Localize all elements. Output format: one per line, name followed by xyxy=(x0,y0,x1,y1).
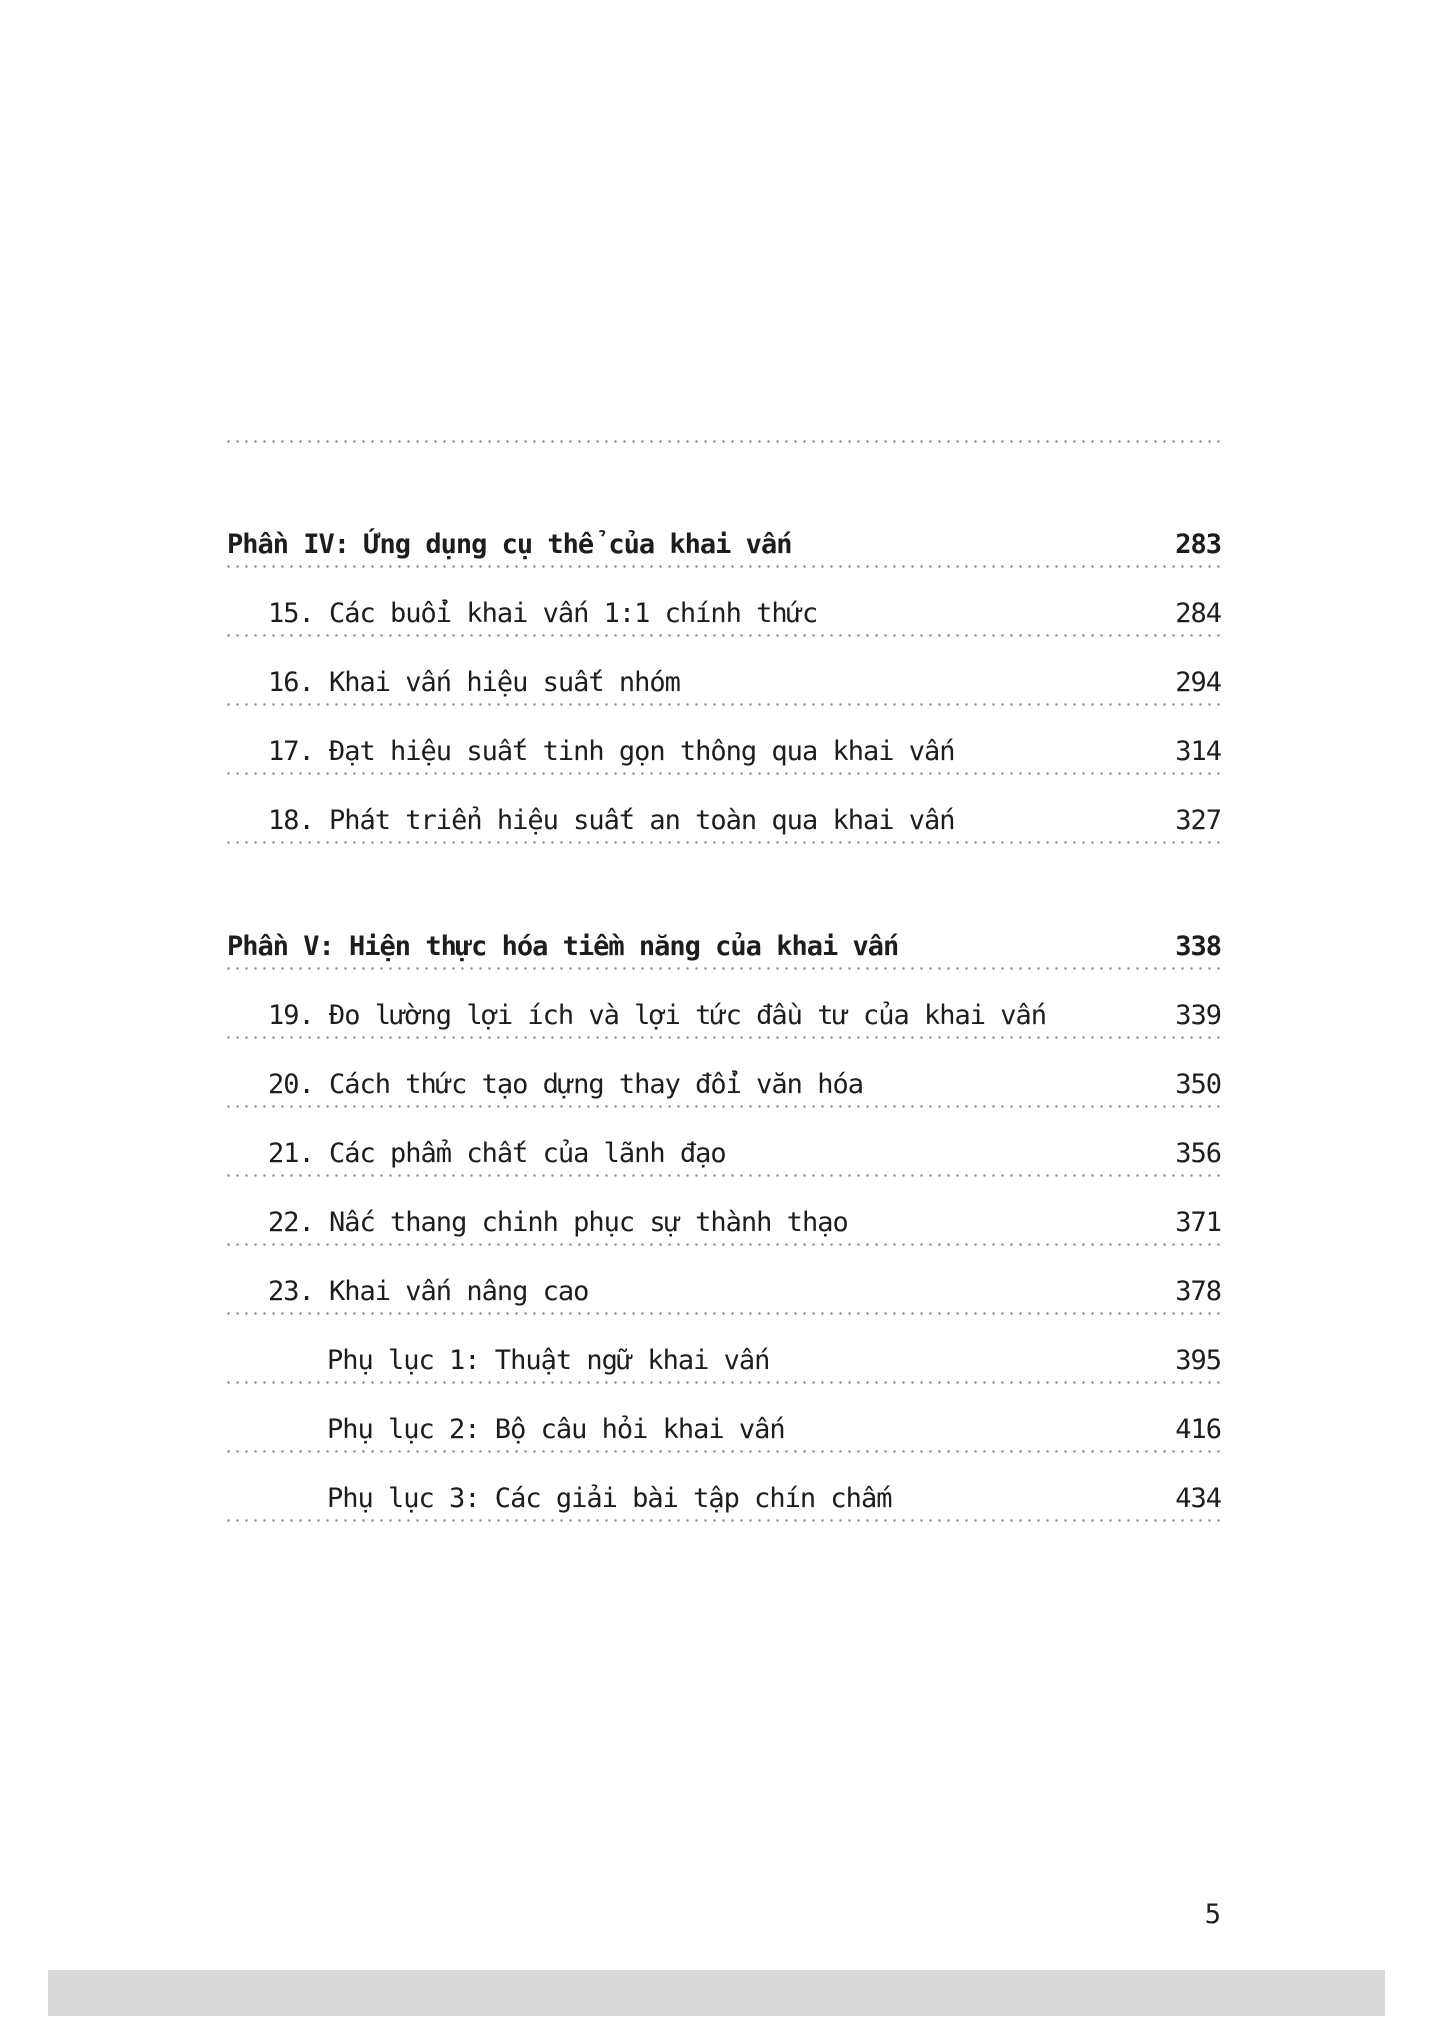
toc-entry-page: 314 xyxy=(1175,736,1221,767)
table-of-contents xyxy=(227,442,1221,1522)
toc-entry xyxy=(227,442,1221,568)
toc-entry-page: 327 xyxy=(1175,805,1221,836)
toc-entry-label: 18. Phát triển hiệu suất an toàn qua khai vấn xyxy=(268,805,955,836)
toc-entry-page: 283 xyxy=(1175,529,1221,560)
toc-entry xyxy=(227,706,1221,775)
page-number: 5 xyxy=(1204,1899,1220,1930)
toc-entry-page: 339 xyxy=(1175,1000,1221,1031)
dotted-divider xyxy=(227,1519,1221,1522)
toc-entry xyxy=(227,1039,1221,1108)
toc-entry xyxy=(227,1246,1221,1315)
toc-entry-label: 17. Đạt hiệu suất tinh gọn thông qua khai vấn xyxy=(268,736,955,767)
toc-entry xyxy=(227,568,1221,637)
toc-entry xyxy=(227,970,1221,1039)
toc-entry xyxy=(227,1315,1221,1384)
toc-entry-page: 371 xyxy=(1175,1207,1221,1238)
footer-bar xyxy=(48,1970,1385,2016)
toc-entry-label: Phần IV: Ứng dụng cụ thể của khai vấn xyxy=(227,529,792,560)
toc-entry-page: 356 xyxy=(1175,1138,1221,1169)
toc-entry-page: 378 xyxy=(1175,1276,1221,1307)
toc-entry-page: 294 xyxy=(1175,667,1221,698)
toc-entry-page: 416 xyxy=(1175,1414,1221,1445)
toc-entry-label: 19. Đo lường lợi ích và lợi tức đầu tư của khai vấn xyxy=(268,1000,1047,1031)
toc-entry xyxy=(227,844,1221,970)
toc-entry-page: 395 xyxy=(1175,1345,1221,1376)
toc-entry-page: 284 xyxy=(1175,598,1221,629)
toc-entry-label: Phụ lục 2: Bộ câu hỏi khai vấn xyxy=(327,1414,785,1445)
toc-entry-label: Phụ lục 3: Các giải bài tập chín chấm xyxy=(327,1483,892,1514)
toc-entry-label: 16. Khai vấn hiệu suất nhóm xyxy=(268,667,680,698)
toc-entry-label: Phần V: Hiện thực hóa tiềm năng của khai vấn xyxy=(227,931,899,962)
toc-entry-page: 338 xyxy=(1175,931,1221,962)
toc-entry-page: 434 xyxy=(1175,1483,1221,1514)
toc-entry xyxy=(227,1384,1221,1453)
toc-entry-label: 23. Khai vấn nâng cao xyxy=(268,1276,589,1307)
toc-entry-label: 21. Các phẩm chất của lãnh đạo xyxy=(268,1138,726,1169)
toc-entry-label: 20. Cách thức tạo dựng thay đổi văn hóa xyxy=(268,1069,863,1100)
toc-entry xyxy=(227,775,1221,844)
toc-entry xyxy=(227,1453,1221,1522)
toc-entry xyxy=(227,1108,1221,1177)
toc-entry-label: 22. Nấc thang chinh phục sự thành thạo xyxy=(268,1207,848,1238)
toc-entry-label: Phụ lục 1: Thuật ngữ khai vấn xyxy=(327,1345,770,1376)
toc-entry-page: 350 xyxy=(1175,1069,1221,1100)
toc-entry-label: 15. Các buổi khai vấn 1:1 chính thức xyxy=(268,598,818,629)
toc-entry xyxy=(227,637,1221,706)
toc-entry xyxy=(227,1177,1221,1246)
